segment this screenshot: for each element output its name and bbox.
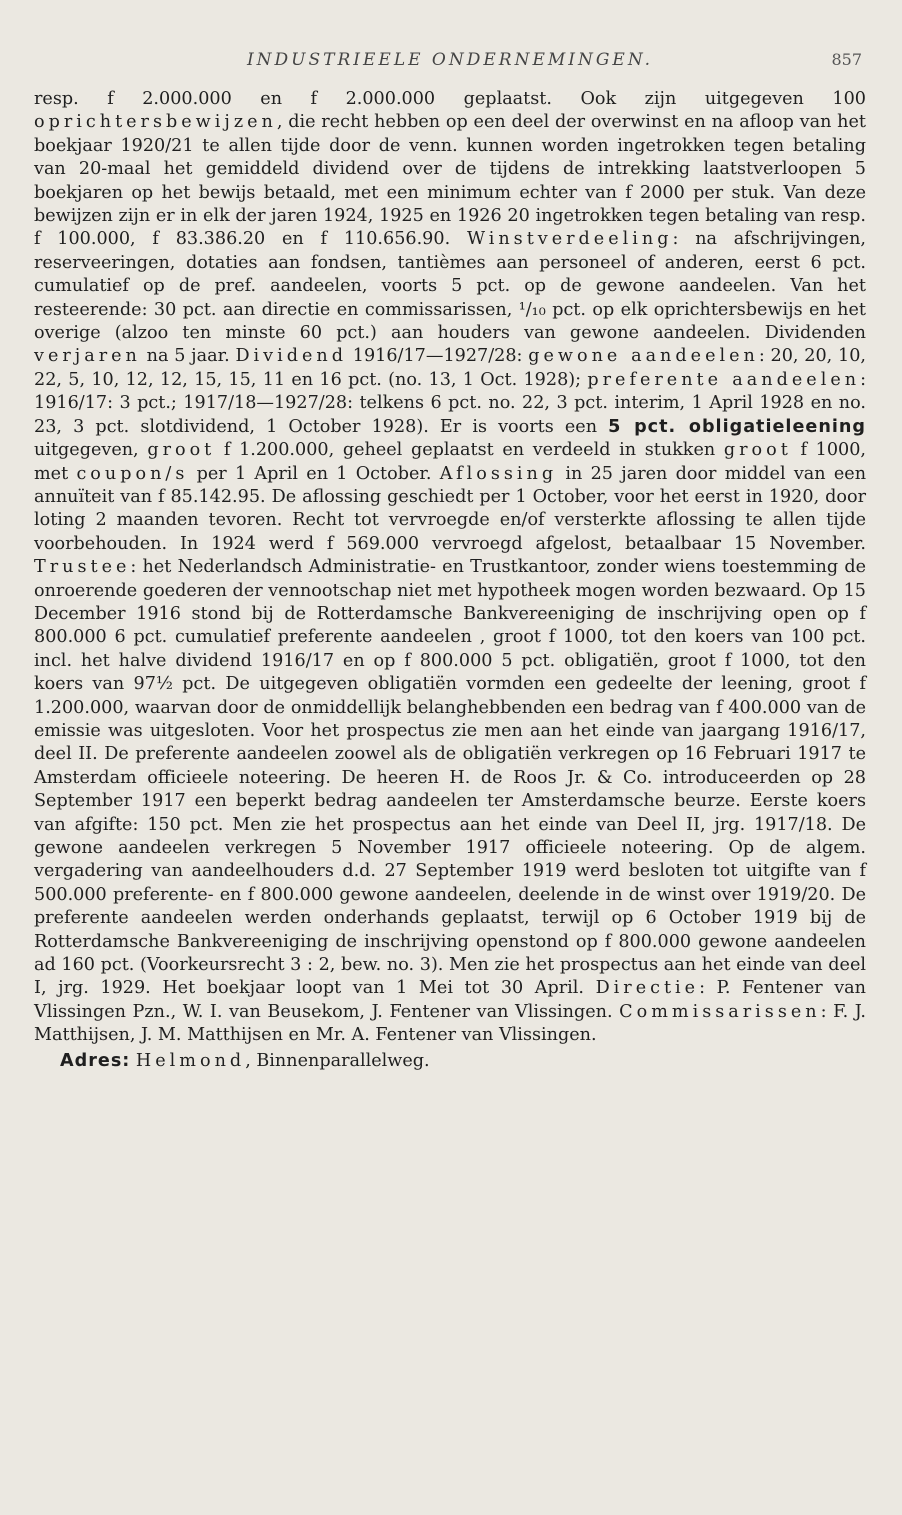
- address-label: Adres:: [60, 1050, 131, 1071]
- text-run: 1916/17—1927/28:: [352, 346, 523, 367]
- term-aflossing: Aflossing: [439, 463, 558, 484]
- text-run: : het Nederlandsch Administratie- en Trustkantoor, zonder wiens toestemming de onroerende goederen der vennootschap niet met hypotheek mogen worden bezwaard. Op 15 December 1916 stond bij de Rotterdamsche Bankvereeniging de inschrijving open op f 800.000 6 pct. cumulatief preferente aandeelen , groot f 1000, tot den koers van 100 pct. incl. het halve dividend 1916/17 en op f 800.000 5 pct. obligatiën, groot f 1000, tot den koers van 97½ pct. De uitgegeven obligatiën vormden een gedeelte der leening, groot f 1.200.000, waarvan door de onmiddellijk belanghebbenden een bedrag van f 400.000 van de emissie was uitgesloten. Voor het prospectus zie men aan het einde van jaargang 1916/17, deel II. De preferente aandeelen zoowel als de obligatiën verkregen op 16 Februari 1917 te Amsterdam officieele noteering. De heeren H. de Roos Jr. & Co. introduceerden op 28 September 1917 een beperkt bedrag aandeelen ter Amsterdamsche beurze. Eerste koers van afgifte: 150 pct. Men zie het prospectus aan het einde van Deel II, jrg. 1917/18. De gewone aandeelen verkregen 5 November 1917 officieele noteering. Op de algem. vergadering van aandeelhouders d.d. 27 September 1919 werd besloten tot uitgifte van f 500.000 preferente- en f 800.000 gewone aandeelen, deelende in de winst over 1919/20. De preferente aandeelen werden onderhands geplaatst, terwijl op 6 October 1919 bij de Rotterdamsche Bankvereeniging de inschrijving openstond op f 800.000 gewone aandeelen ad 160 pct. (Voorkeursrecht 3 : 2, bew. no. 3). Men zie het prospectus aan het einde van deel I, jrg. 1929. Het boekjaar loopt van 1 Mei tot 30 April.: [34, 557, 866, 999]
- term-dividend: Dividend: [235, 346, 348, 367]
- address-street: , Binnenparallelweg.: [245, 1050, 430, 1071]
- main-paragraph: [34, 88, 866, 1048]
- text-run: : F. J. Matthijsen, J. M. Matthijsen en Mr. A. Fentener van Vlissingen.: [34, 1001, 867, 1046]
- text-run: f 1.200.000, geheel geplaatst en verdeeld in stukken: [223, 440, 716, 461]
- text-run: , die recht hebben op een deel der overwinst en na afloop van het boekjaar 1920/21 te allen tijde door de venn. kunnen worden ingetrokken tegen betaling van 20-maal het gemiddeld dividend over de tijdens de intrekking laatstverloopen 5 boekjaren op het bewijs betaald, met een minimum echter van f 2000 per stuk. Van deze bewijzen zijn er in elk der jaren 1924, 1925 en 1926 20 ingetrokken tegen betaling van resp. f 100.000, f 83.386.20 en f 110.656.90.: [34, 112, 866, 250]
- running-head: INDUSTRIEELE ONDERNEMINGEN.: [246, 50, 654, 70]
- term-gewone-aandeelen: gewone aandeelen: [528, 346, 759, 367]
- text-run: resp. f 2.000.000 en f 2.000.000 geplaatst. Ook zijn uitgegeven 100: [34, 89, 866, 109]
- body-text: [34, 88, 866, 1048]
- text-run: in 25 jaren door middel van een annuïteit van f 85.142.95. De aflossing geschiedt per 1 October, voor het eerst in 1920, door loting 2 maanden tevoren. Recht tot vervroegde en/of versterkte aflossing te allen tijde voorbehouden. In 1924 werd f 569.000 vervroegd afgelost, betaalbaar 15 November.: [34, 463, 867, 554]
- address-line: [34, 1050, 866, 1073]
- term-verjaren: verjaren: [34, 346, 141, 367]
- term-preferente-aandeelen: preferente aandeelen: [587, 369, 861, 390]
- page-number: 857: [831, 50, 862, 69]
- text-run: f 1000, met: [34, 440, 866, 484]
- text-run: na 5 jaar.: [146, 346, 230, 367]
- term-oprichtersbewijzen: oprichtersbewijzen: [34, 112, 277, 133]
- text-run: : 20, 20, 10, 22, 5, 10, 12, 12, 15, 15, 11 en 16 pct. (no. 13, 1 Oct. 1928);: [34, 346, 867, 390]
- term-obligatieleening: 5 pct. obligatieleening: [608, 416, 867, 437]
- text-run: : P. Fentener van Vlissingen Pzn., W. I. van Beusekom, J. Fentener van Vlissingen.: [34, 978, 866, 1022]
- address-city: Helmond: [135, 1050, 246, 1071]
- text-run: per 1 April en 1 October.: [196, 463, 432, 484]
- text-run: uitgegeven,: [34, 440, 139, 461]
- term-dividenden: Dividenden: [764, 323, 866, 344]
- term-commissarissen: Commissarissen: [619, 1001, 821, 1022]
- term-trustee: Trustee: [34, 557, 131, 578]
- term-groot: groot: [147, 440, 216, 461]
- term-winstverdeeling: Winstverdeeling: [466, 229, 673, 250]
- text-run: : na afschrijvingen, reserveeringen, dotaties aan fondsen, tantièmes aan personeel of anderen, eerst 6 pct. cumulatief op de pref. aandeelen, voorts 5 pct. op de gewone aandeelen. Van het resteerende: 30 pct. aan directie en commissarissen, ¹/₁₀ pct. op elk oprichtersbewijs en het overige (alzoo ten minste 60 pct.) aan houders van gewone aandeelen.: [34, 229, 866, 344]
- term-directie: Directie: [595, 978, 700, 999]
- text-run: : 1916/17: 3 pct.; 1917/18—1927/28: telkens 6 pct. no. 22, 3 pct. interim, 1 April 1928 en no. 23, 3 pct. slotdividend, 1 October 1928). Er is voorts een: [34, 369, 866, 437]
- term-groot: groot: [723, 440, 792, 461]
- term-coupons: coupon/s: [76, 463, 189, 484]
- page-header: [34, 48, 866, 88]
